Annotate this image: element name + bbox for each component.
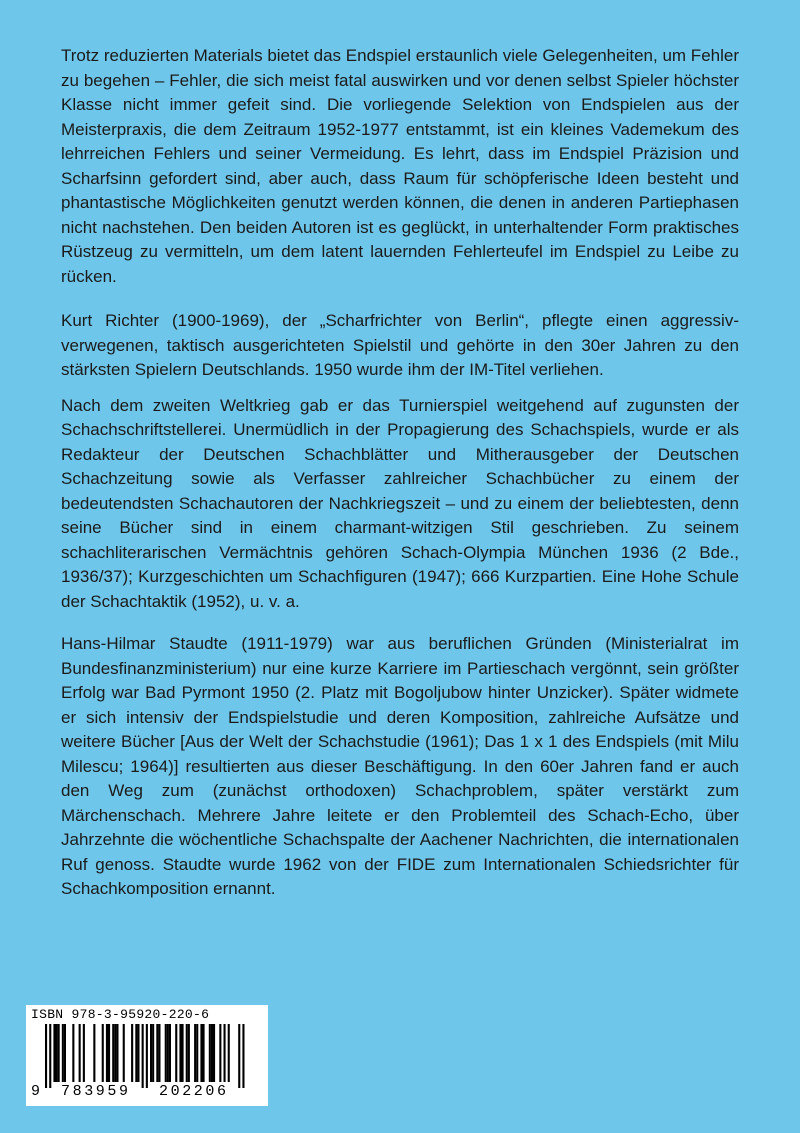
- barcode-bar: [79, 1024, 81, 1082]
- barcode-bar: [83, 1024, 85, 1082]
- barcode-bar: [179, 1024, 181, 1082]
- barcode-bar: [72, 1024, 74, 1082]
- barcode-bar: [131, 1024, 133, 1082]
- barcode: [26, 1005, 268, 1106]
- barcode-digits-left: 783959: [61, 1083, 131, 1100]
- barcode-bar: [194, 1024, 196, 1082]
- barcode-bar: [146, 1024, 148, 1088]
- barcode-bar: [56, 1024, 58, 1082]
- barcode-bar: [116, 1024, 118, 1082]
- barcode-bar: [62, 1024, 64, 1082]
- barcode-bar: [112, 1024, 114, 1082]
- barcode-bar: [238, 1024, 240, 1088]
- barcode-digit-first: 9: [31, 1083, 41, 1100]
- barcode-bar: [169, 1024, 171, 1082]
- author-richter-bio: Nach dem zweiten Weltkrieg gab er das Turnierspiel weitgehend auf zugunsten der Schachschriftstellerei. Unermüdlich in der Propagierung des Schachspiels, wurde er als Redakteur der Deutschen Schachblätter und Mitherausgeber der Deutschen Schachzeitung sowie als Verfasser zahlreicher Schachbücher zu einem der bedeutendsten Schachautoren der Nachkriegszeit – und zu einem der beliebtesten, denn seine Bücher sind in einem charmant-witzigen Stil geschrieben. Zu seinem schachliterarischen Vermächtnis gehören Schach-Olympia München 1936 (2 Bde., 1936/37); Kurzgeschichten um Schachfiguren (1947); 666 Kurzpartien. Eine Hohe Schule der Schachtaktik (1952), u. v. a.: [61, 395, 739, 611]
- barcode-bar: [242, 1024, 244, 1088]
- barcode-bar: [211, 1024, 213, 1082]
- barcode-bar: [53, 1024, 55, 1082]
- barcode-bar: [58, 1024, 60, 1082]
- barcode-bars: [31, 1024, 263, 1088]
- barcode-bar: [165, 1024, 167, 1082]
- barcode-bar: [200, 1024, 202, 1082]
- barcode-bar: [156, 1024, 158, 1082]
- barcode-bar: [93, 1024, 95, 1082]
- barcode-bar: [219, 1024, 221, 1082]
- barcode-bar: [209, 1024, 211, 1082]
- barcode-bar: [203, 1024, 205, 1082]
- barcode-bar: [224, 1024, 226, 1082]
- barcode-bar: [167, 1024, 169, 1082]
- barcode-bar: [64, 1024, 66, 1082]
- barcode-bar: [186, 1024, 188, 1082]
- author-staudte-bio: Hans-Hilmar Staudte (1911-1979) war aus beruflichen Gründen (Ministerialrat im Bundesfinanzministerium) nur eine kurze Karriere im Partieschach vergönnt, sein größter Erfolg war Bad Pyrmont 1950 (2. Platz mit Bogoljubow hinter Unzicker). Später widmete er sich intensiv der Endspielstudie und deren Komposition, zahlreiche Aufsätze und weitere Bücher [Aus der Welt der Schachstudie (1961); Das 1 x 1 des Endspiels (mit Milu Milescu; 1964)] resultierten aus dieser Beschäftigung. In den 60er Jahren fand er auch den Weg zum (zunächst orthodoxen) Schachproblem, später verstärkt zum Märchenschach. Mehrere Jahre leitete er den Problemteil des Schach-Echo, über Jahrzehnte die wöchentliche Schachspalte der Aachener Nachrichten, die internationalen Ruf genoss. Staudte wurde 1962 von der FIDE zum Internationalen Schiedsrichter für Schachkomposition ernannt.: [61, 634, 739, 898]
- blurb-paragraph: Trotz reduzierten Materials bietet das Endspiel erstaunlich viele Gelegenheiten, um Fehler zu begehen – Fehler, die sich meist fatal auswirken und vor denen selbst Spieler höchster Klasse nicht immer gefeit sind. Die vorliegende Selektion von Endspielen aus der Meisterpraxis, die dem Zeitraum 1952-1977 entstammt, ist ein kleines Vademekum des lehrreichen Fehlers und seiner Vermeidung. Es lehrt, dass im Endspiel Präzision und Scharfsinn gefordert sind, aber auch, dass Raum für schöpferische Ideen besteht und phantastische Möglichkeiten genutzt werden können, die denen in anderen Partiephasen nicht nachstehen. Den beiden Autoren ist es geglückt, in unterhaltender Form praktisches Rüstzeug zu vermitteln, um dem latent lauernden Fehlerteufel im Endspiel zu Leibe zu rücken.: [61, 46, 739, 286]
- barcode-bar: [102, 1024, 104, 1082]
- barcode-bar: [49, 1024, 51, 1088]
- barcode-bar: [196, 1024, 198, 1082]
- barcode-bar: [158, 1024, 160, 1082]
- barcode-bar: [152, 1024, 154, 1082]
- barcode-bar: [213, 1024, 215, 1082]
- barcode-bar: [228, 1024, 230, 1082]
- barcode-bar: [142, 1024, 144, 1088]
- barcode-bar: [135, 1024, 137, 1082]
- barcode-bar: [45, 1024, 47, 1088]
- barcode-bar: [108, 1024, 110, 1082]
- barcode-bar: [182, 1024, 184, 1082]
- author-richter-intro: Kurt Richter (1900-1969), der „Scharfrichter von Berlin“, pflegte einen aggressiv-verwegenen, taktisch ausgerichteten Spielstil und gehörte in den 30er Jahren zu den stärksten Spielern Deutschlands. 1950 wurde ihm der IM-Titel verliehen.: [61, 311, 739, 379]
- barcode-bar: [114, 1024, 116, 1082]
- barcode-bar: [188, 1024, 190, 1082]
- barcode-bar: [106, 1024, 108, 1082]
- barcode-bar: [137, 1024, 139, 1082]
- back-cover-text: [61, 44, 739, 902]
- isbn-label: ISBN 978-3-95920-220-6: [31, 1007, 210, 1022]
- barcode-digits-right: 202206: [159, 1083, 229, 1100]
- barcode-bar: [175, 1024, 177, 1082]
- barcode-bar: [123, 1024, 125, 1082]
- barcode-bar: [150, 1024, 152, 1082]
